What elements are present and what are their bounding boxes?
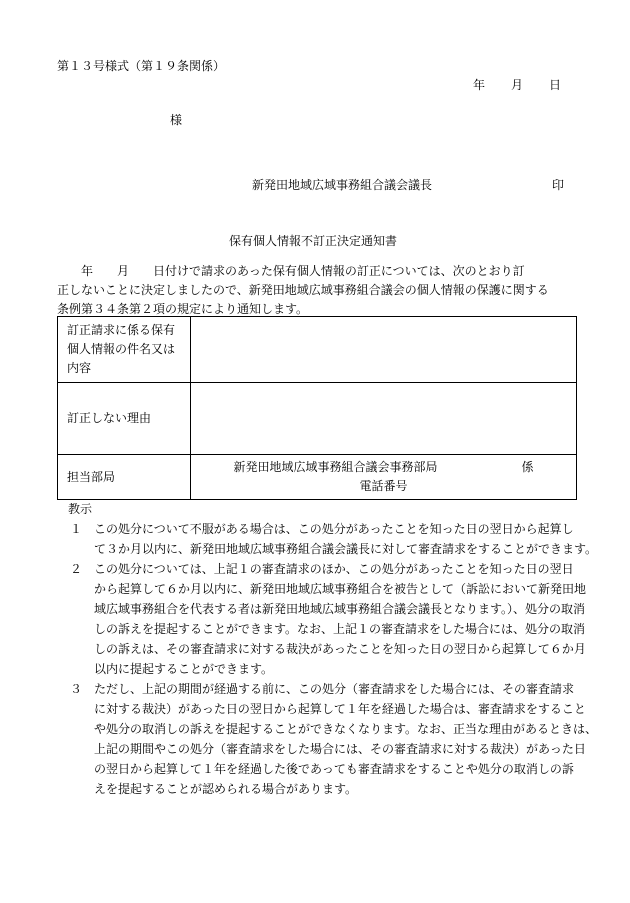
notice-line: から起算して６か月以内に、新発田地域広域事務組合を被告として（訴訟において新発田地 [94,582,587,596]
subject-label-line: 訂正請求に係る保有 [67,323,176,337]
subject-label-line: 個人情報の件名又は [67,342,176,356]
body-line-text: 日付けで請求のあった保有個人情報の訂正については、次のとおり訂 [153,264,525,278]
body-line [57,281,577,300]
notice-item-text [94,519,597,559]
date-year: 年 [473,78,486,92]
notice-item [57,559,597,679]
notice-item-number: １ [70,522,83,536]
phone-number-label: 電話番号 [359,479,408,493]
notice-item-text [94,679,597,799]
notice-item-text [94,559,597,679]
department-name: 新発田地域広域事務組合議会事務部局 係 [233,460,534,474]
notice-line: て３か月以内に、新発田地域広域事務組合議会議長に対して審査請求をすることができます。 [94,542,598,556]
document-title: 保有個人情報不訂正決定通知書 [229,234,398,248]
notice-line: の翌日から起算して１年を経過した後であっても審査請求をすることや処分の取消しの訴 [94,762,574,776]
table-row-subject [58,317,577,383]
reason-value[interactable] [191,383,577,455]
notice-item-number: ２ [70,562,83,576]
notice-item [57,519,597,559]
reason-label-line: 訂正しない理由 [67,411,152,425]
notice-line: 上記の期間やこの処分（審査請求をした場合には、その審査請求に対する裁決）があった日 [94,742,586,756]
notice-line: しの訴えを提起することができます。なお、上記１の審査請求をした場合には、処分の取消 [94,622,586,636]
date-day: 日 [549,78,562,92]
department-value [191,455,577,500]
table-row-department [58,455,577,500]
notice-line: に対する裁決）があった日の翌日から起算して１年を経過した場合は、審査請求をすること [94,702,586,716]
notice-line: ただし、上記の期間が経過する前に、この処分（審査請求をした場合には、その審査請求 [94,682,575,696]
notice-line: や処分の取消しの訴えを提起することができなくなります。なお、正当な理由があるときは、 [94,722,598,736]
subject-label-line: 内容 [67,361,92,375]
sender-name: 新発田地域広域事務組合議会議長 [252,178,433,192]
notice-line: 域広域事務組合を代表する者は新発田地域広域事務組合議会議長となります。）、処分の取消 [94,602,586,616]
date-month: 月 [511,78,524,92]
subject-value[interactable] [191,317,577,383]
department-label-line: 担当部局 [67,469,116,484]
body-line-text: 正しないことに決定しましたので、新発田地域広域事務組合議会の個人情報の保護に関する [57,283,549,297]
notice-line: えを提起することが認められる場合があります。 [94,782,358,796]
notice-line: この処分については、上記１の審査請求のほか、この処分があったことを知った日の翌日 [94,562,574,576]
reason-label [58,383,191,455]
body-line-text: 条例第３４条第２項の規定により通知します。 [57,302,309,316]
subject-label [58,317,191,383]
table-row-reason [58,383,577,455]
form-number: 第１３号様式（第１９条関係） [57,59,226,73]
info-table [57,316,577,500]
body-line [57,262,577,281]
body-paragraph [57,262,577,319]
body-indent: 年 月 [57,264,154,278]
notice-line: この処分について不服がある場合は、この処分があったことを知った日の翌日から起算し [94,522,574,536]
department-label [58,455,191,500]
notice-line: しの訴えは、その審査請求に対する裁決があったことを知った日の翌日から起算して６か月 [94,642,586,656]
notice-heading: 教示 [68,502,93,516]
notice-section [57,499,597,799]
addressee-suffix: 様 [170,113,183,127]
seal-mark: 印 [552,178,565,192]
notice-item-number: ３ [70,682,83,696]
notice-line: 以内に提起することができます。 [94,662,274,676]
notice-item [57,679,597,799]
